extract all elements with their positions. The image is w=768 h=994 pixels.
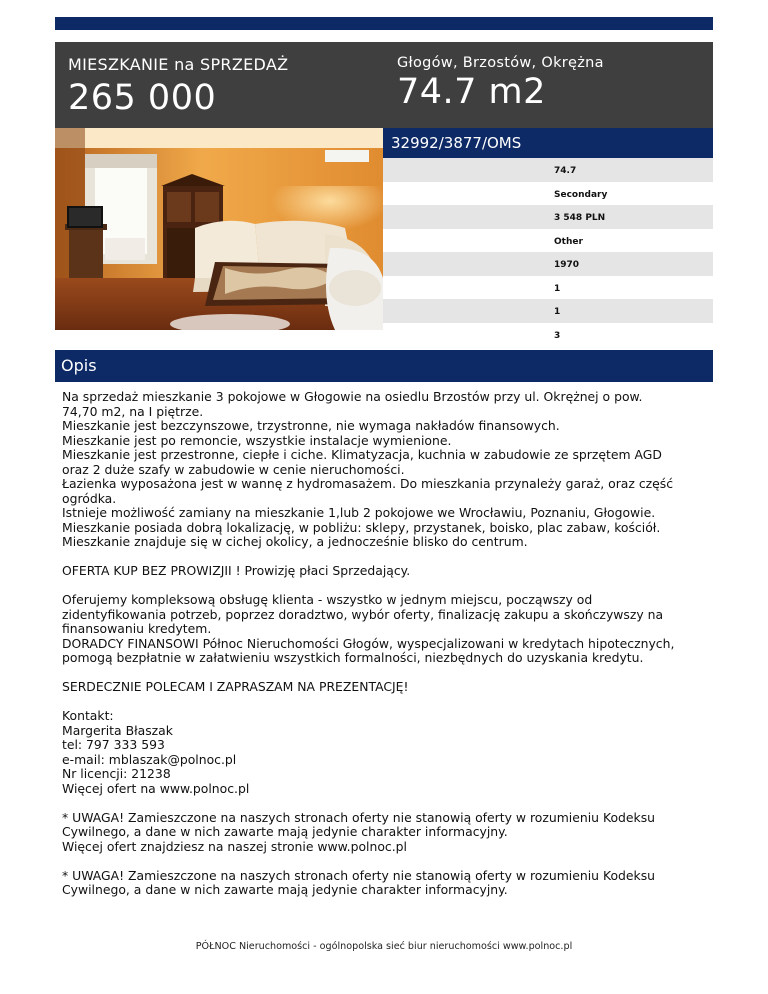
description-line: tel: 797 333 593 (62, 737, 165, 752)
spec-value: 3 (383, 323, 713, 347)
location: Głogów, Brzostów, Okrężna (397, 55, 604, 71)
description-line: ogródka. (62, 490, 117, 506)
spec-value: 1 (383, 276, 713, 300)
description-line: zidentyfikowania potrzeb, poprzez doradztwo, wybór oferty, finalizację zakupu a skończywszy na (62, 606, 664, 622)
description-line: DORADCY FINANSOWI Północ Nieruchomości Głogów, wyspecjalizowani w kredytach hipotecznych, (62, 635, 675, 651)
listing-header (55, 42, 713, 128)
description-line: finansowaniu kredytem. (62, 621, 212, 636)
description-line: Cywilnego, a dane w nich zawarte mają jedynie charakter informacyjny. (62, 824, 508, 839)
top-accent-bar (55, 17, 713, 30)
description-line: Mieszkanie posiada dobrą lokalizację, w pobliżu: sklepy, przystanek, boisko, plac zabaw, kościół. (62, 519, 661, 535)
description-line: Cywilnego, a dane w nich zawarte mają jedynie charakter informacyjny. (62, 882, 508, 897)
description-line: oraz 2 duże szafy w zabudowie w cenie nieruchomości. (62, 461, 405, 477)
description-line: Mieszkanie jest przestronne, ciepłe i ciche. Klimatyzacja, kuchnia w zabudowie ze sprzętem AGD (62, 447, 662, 462)
description-line: pomogą bezpłatnie w załatwieniu wszystkich formalności, niezbędnych do uzyskania kredytu. (62, 650, 644, 665)
description-paragraph (62, 593, 712, 666)
header-right (397, 55, 604, 112)
description-line: OFERTA KUP BEZ PROWIZJII ! Prowizję płaci Sprzedający. (62, 563, 411, 578)
description-line: Na sprzedaż mieszkanie 3 pokojowe w Głogowie na osiedlu Brzostów przy ul. Okrężnej o pow. (62, 389, 643, 404)
spec-table (383, 158, 713, 346)
description-line: Mieszkanie jest bezczynszowe, trzystronne, nie wymaga nakładów finansowych. (62, 418, 560, 433)
description-line: Kontakt: (62, 708, 114, 723)
description-line: 74,70 m2, na I piętrze. (62, 403, 204, 419)
header-left (68, 55, 288, 118)
description-line: SERDECZNIE POLECAM I ZAPRASZAM NA PREZENTACJĘ! (62, 679, 409, 694)
description-paragraph (62, 709, 712, 796)
description-paragraph (62, 811, 712, 855)
description-heading: Opis (55, 350, 713, 382)
spec-value: 74.7 (383, 158, 713, 182)
description-line: Mieszkanie jest po remoncie, wszystkie instalacje wymienione. (62, 432, 452, 448)
description-line: Oferujemy kompleksową obsługę klienta - wszystko w jednym miejscu, począwszy od (62, 592, 593, 607)
description-paragraph (62, 680, 712, 695)
description-paragraph (62, 564, 712, 579)
spec-value: Secondary (383, 182, 713, 206)
price: 265 000 (68, 78, 217, 118)
description-line: * UWAGA! Zamieszczone na naszych stronach oferty nie stanowią oferty w rozumieniu Kodeksu (62, 867, 656, 883)
spec-value: Other (383, 229, 713, 253)
property-photo (55, 128, 383, 330)
area: 74.7 m2 (397, 72, 546, 112)
description-paragraph (62, 390, 712, 550)
description-line: Łazienka wyposażona jest w wannę z hydromasażem. Do mieszkania przynależy garaż, oraz część (62, 476, 674, 491)
description-line: Istnieje możliwość zamiany na mieszkanie 1,lub 2 pokojowe we Wrocławiu, Poznaniu, Głogowie. (62, 505, 656, 520)
spec-value: 1970 (383, 252, 713, 276)
spec-value: 3 548 PLN (383, 205, 713, 229)
description-line: e-mail: mblaszak@polnoc.pl (62, 751, 237, 767)
description-body (62, 390, 712, 912)
description-line: * UWAGA! Zamieszczone na naszych stronach oferty nie stanowią oferty w rozumieniu Kodeksu (62, 809, 656, 825)
description-paragraph (62, 869, 712, 898)
description-line: Więcej ofert na www.polnoc.pl (62, 780, 250, 796)
description-line: Mieszkanie znajduje się w cichej okolicy, a jednocześnie blisko do centrum. (62, 534, 528, 549)
footer-text: PÓŁNOC Nieruchomości - ogólnopolska sieć biur nieruchomości www.polnoc.pl (195, 941, 573, 952)
offer-type: MIESZKANIE na SPRZEDAŻ (68, 55, 289, 74)
description-line: Nr licencji: 21238 (62, 766, 171, 781)
living-room-image (55, 128, 383, 330)
reference-number: 32992/3877/OMS (383, 128, 713, 158)
description-line: Margerita Błaszak (62, 722, 173, 738)
spec-value: 1 (383, 299, 713, 323)
description-line: Więcej ofert znajdziesz na naszej stronie www.polnoc.pl (62, 838, 407, 854)
